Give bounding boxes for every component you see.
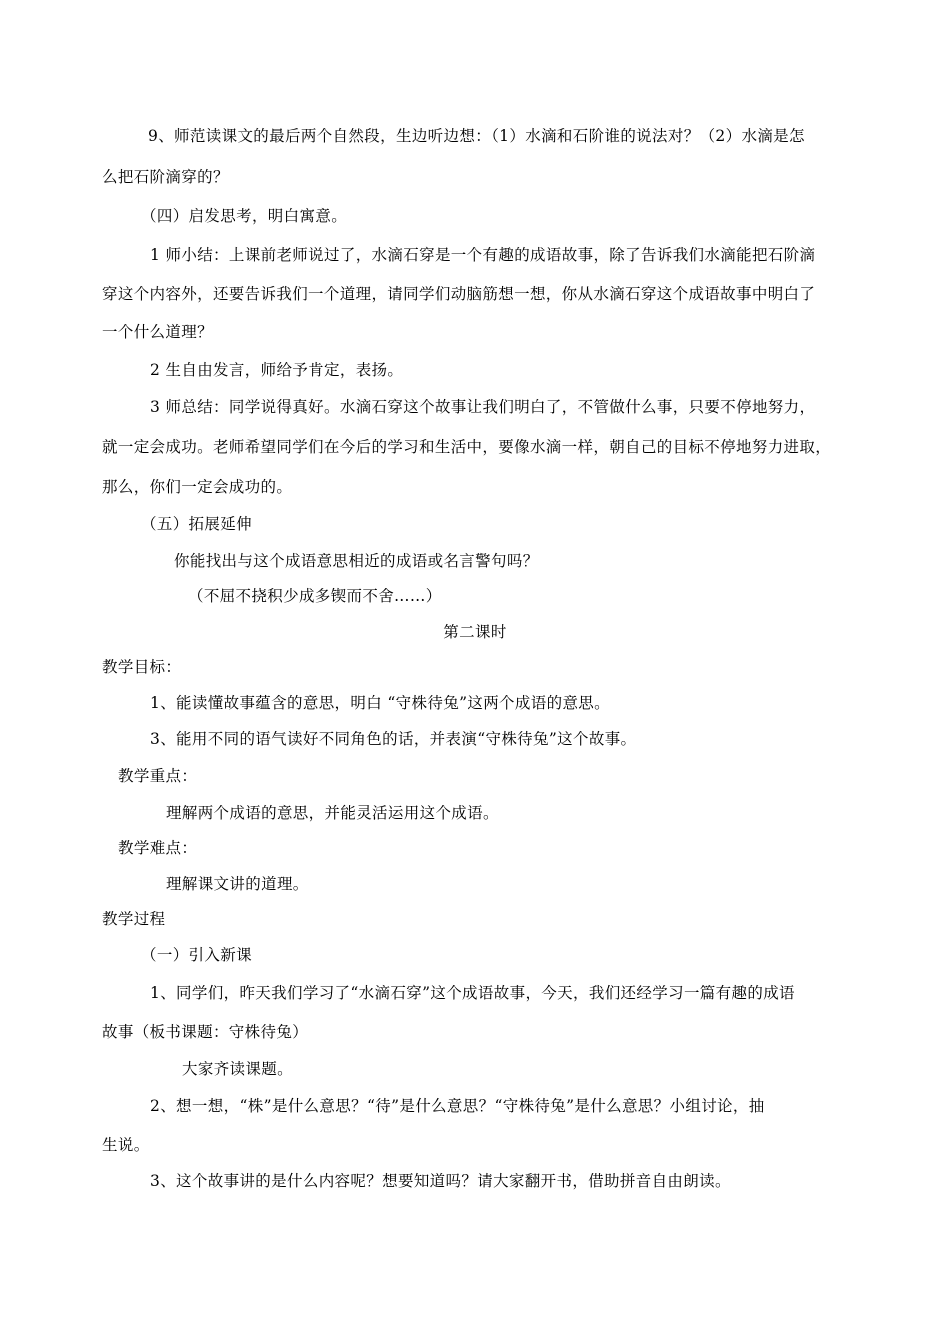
extension-question: 你能找出与这个成语意思相近的成语或名言警句吗？: [174, 552, 539, 570]
summary-line-1: 1 师小结：上课前老师说过了，水滴石穿是一个有趣的成语故事，除了告诉我们水滴能把石阶滴: [150, 246, 816, 264]
conclusion-line-1: 3 师总结：同学说得真好。水滴石穿这个故事让我们明白了，不管做什么事，只要不停地努力，: [150, 398, 816, 416]
summary-line-3: 一个什么道理？: [102, 323, 213, 341]
read-title-line: 大家齐读课题。: [182, 1060, 293, 1078]
intro-line-1: 1、同学们，昨天我们学习了“水滴石穿”这个成语故事，今天，我们还经学习一篇有趣的成语: [150, 984, 795, 1002]
goal-1: 1、能读懂故事蕴含的意思，明白 “守株待兔”这两个成语的意思。: [150, 694, 610, 712]
extension-examples: （不屈不挠积少成多锲而不舍……）: [188, 587, 442, 605]
difficulties-heading: 教学难点：: [118, 839, 198, 857]
section-heading-1: （一）引入新课: [141, 946, 252, 964]
read-story-line: 3、这个故事讲的是什么内容呢？想要知道吗？请大家翻开书，借助拼音自由朗读。: [150, 1172, 731, 1190]
process-heading: 教学过程: [102, 910, 166, 928]
think-line-1: 2、想一想，“株”是什么意思？“待”是什么意思？“守株待兔”是什么意思？小组讨论，抽: [150, 1097, 765, 1115]
intro-line-2: 故事（板书课题：守株待兔）: [102, 1023, 309, 1041]
lesson-2-title: 第二课时: [443, 623, 507, 641]
paragraph-9-line-1: 9、师范读课文的最后两个自然段，生边听边想：（1）水滴和石阶谁的说法对？（2）水滴是怎: [148, 127, 805, 145]
free-speech-line: 2 生自由发言，师给予肯定，表扬。: [150, 361, 404, 379]
section-heading-4: （四）启发思考，明白寓意。: [141, 207, 348, 225]
paragraph-9-line-2: 么把石阶滴穿的？: [102, 168, 229, 186]
think-line-2: 生说。: [102, 1136, 150, 1154]
key-points-heading: 教学重点：: [118, 767, 198, 785]
summary-line-2: 穿这个内容外，还要告诉我们一个道理，请同学们动脑筋想一想，你从水滴石穿这个成语故事中明白了: [102, 285, 816, 303]
key-points-text: 理解两个成语的意思，并能灵活运用这个成语。: [166, 804, 499, 822]
teaching-goals-heading: 教学目标：: [102, 658, 182, 676]
difficulties-text: 理解课文讲的道理。: [166, 875, 309, 893]
conclusion-line-3: 那么，你们一定会成功的。: [102, 478, 293, 496]
goal-3: 3、能用不同的语气读好不同角色的话，并表演“守株待兔”这个故事。: [150, 730, 637, 748]
conclusion-line-2: 就一定会成功。老师希望同学们在今后的学习和生活中，要像水滴一样，朝自己的目标不停地努力进取，: [102, 438, 832, 456]
section-heading-5: （五）拓展延伸: [141, 515, 252, 533]
